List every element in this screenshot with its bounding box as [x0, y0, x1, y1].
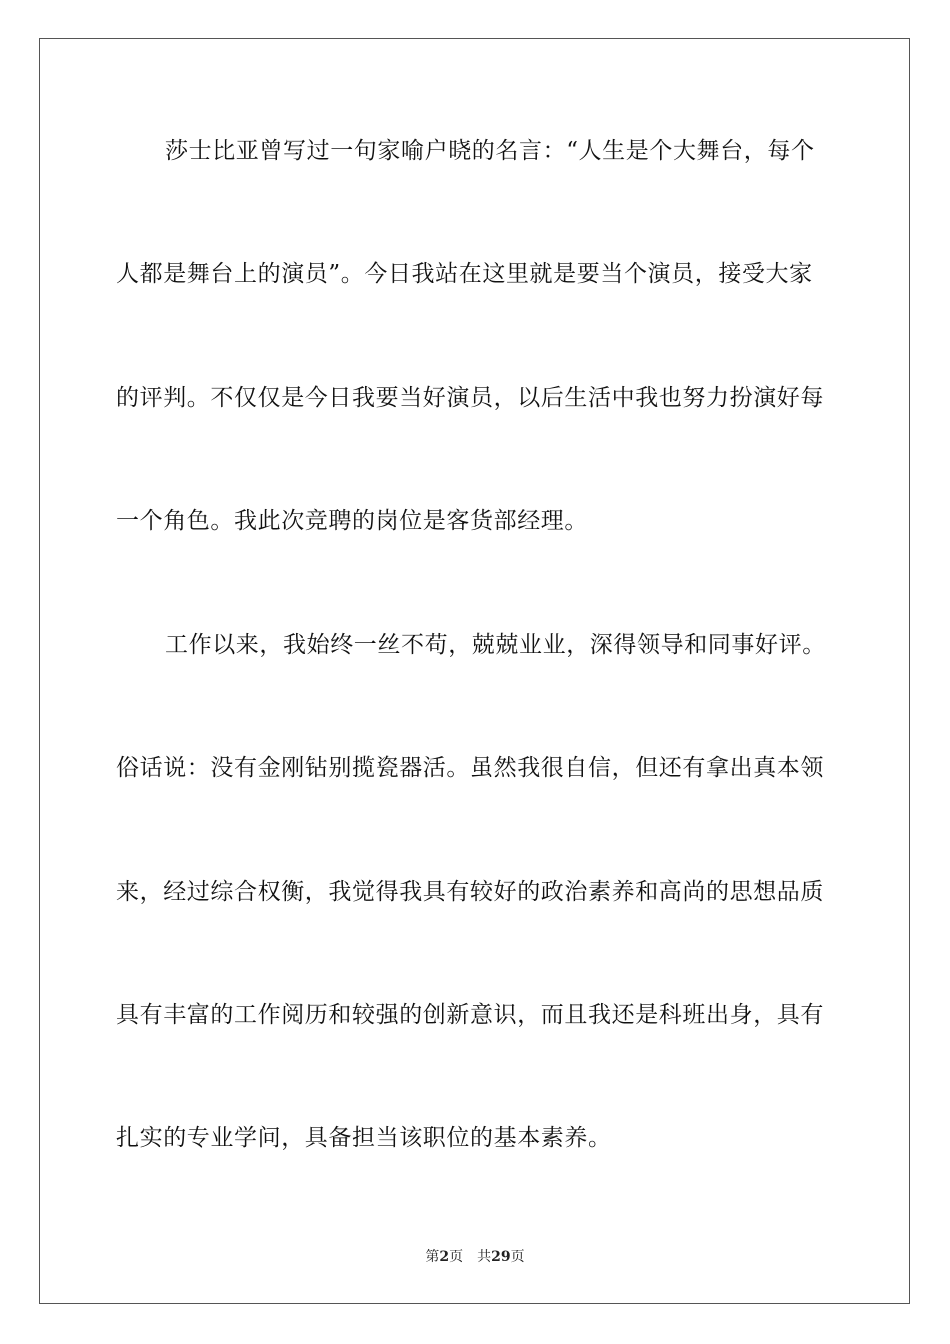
paragraph-2-line-4: 具有丰富的工作阅历和较强的创新意识，而且我还是科班出身，具有 [116, 1002, 824, 1028]
paragraph-2-line-2: 俗话说：没有金刚钻别揽瓷器活。虽然我很自信，但还有拿出真本领 [116, 755, 824, 781]
paragraph-1-line-3: 的评判。不仅仅是今日我要当好演员，以后生活中我也努力扮演好每 [116, 385, 824, 411]
page-border [39, 38, 910, 1304]
total-pages: 29 [491, 1249, 511, 1265]
total-prefix: 共 [477, 1249, 492, 1265]
paragraph-2-line-5: 扎实的专业学问，具备担当该职位的基本素养。 [116, 1125, 612, 1151]
paragraph-1-line-2: 人都是舞台上的演员”。今日我站在这里就是要当个演员，接受大家 [116, 261, 813, 287]
page-suffix: 页 [449, 1249, 464, 1265]
page-footer [0, 1247, 950, 1267]
paragraph-1-line-4: 一个角色。我此次竞聘的岗位是客货部经理。 [116, 508, 588, 534]
paragraph-1-line-1: 莎士比亚曾写过一句家喻户晓的名言：“人生是个大舞台，每个 [165, 138, 815, 164]
page-number: 2 [439, 1249, 450, 1265]
total-suffix: 页 [510, 1249, 525, 1265]
paragraph-2-line-1: 工作以来，我始终一丝不苟，兢兢业业，深得领导和同事好评。 [165, 632, 826, 658]
page-prefix: 第 [425, 1249, 440, 1265]
paragraph-2-line-3: 来，经过综合权衡，我觉得我具有较好的政治素养和高尚的思想品质 [116, 879, 824, 905]
